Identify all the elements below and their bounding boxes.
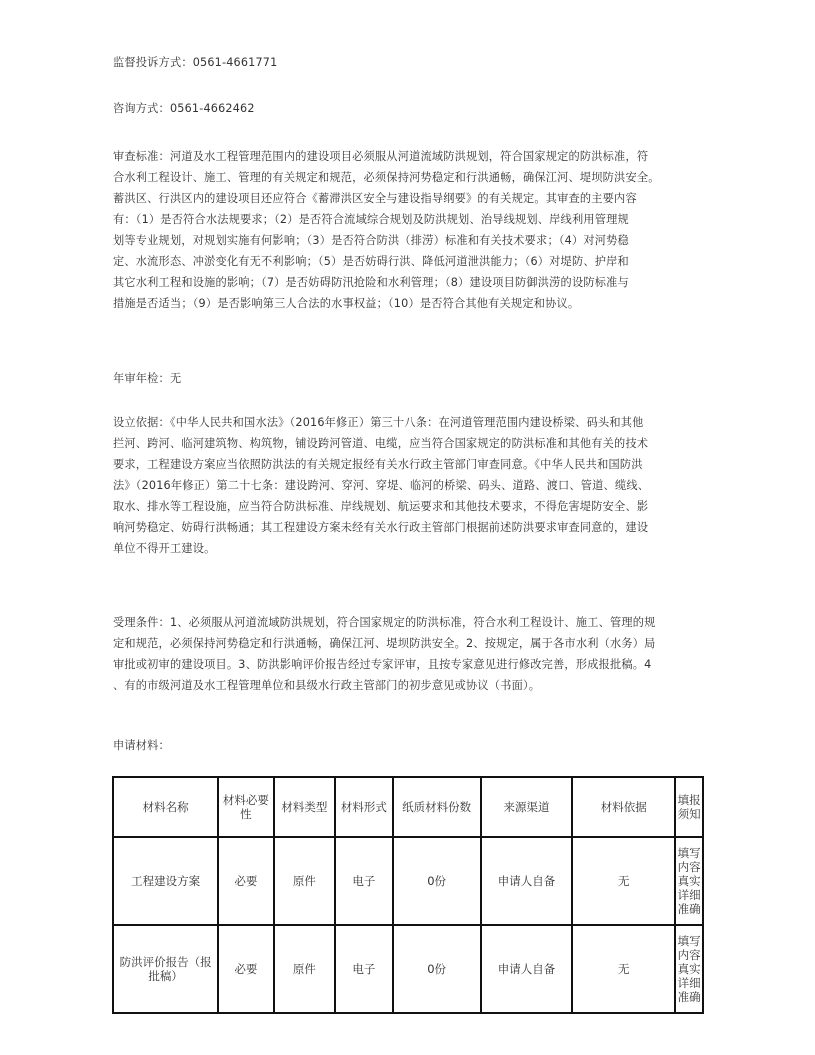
table-cell: 无: [572, 925, 675, 1013]
table-cell: 防洪评价报告（报批稿）: [113, 925, 218, 1013]
text-line: 要求，工程建设方案应当依照防洪法的有关规定报经有关水行政主管部门审查同意。《中华人民共和国防洪: [113, 458, 643, 471]
text-line: 审批或初审的建设项目。3、防洪影响评价报告经过专家评审，且按专家意见进行修改完善，形成报批稿。4: [113, 658, 652, 671]
text-line: 受理条件：1、必须服从河道流域防洪规划，符合国家规定的防洪标准，符合水利工程设计、施工、管理的规: [113, 616, 656, 629]
legal-basis: [113, 412, 705, 559]
text-line: 设立依据：《中华人民共和国水法》（2016年修正）第三十八条：在河道管理范围内建设桥梁、码头和其他: [113, 416, 644, 429]
supervision-contact: 监督投诉方式：0561-4661771: [113, 56, 278, 69]
table-cell: 工程建设方案: [113, 837, 218, 925]
text-line: 法》（2016年修正）第二十七条：建设跨河、穿河、穿堤、临河的桥梁、码头、道路、渡口、管道、缆线、: [113, 479, 650, 492]
table-cell: 申请人自备: [481, 837, 572, 925]
header-cell: 材料依据: [572, 777, 675, 837]
table-cell: 无: [572, 837, 675, 925]
table-cell: 原件: [274, 837, 336, 925]
table-row: [113, 837, 703, 925]
text-line: 单位不得开工建设。: [113, 542, 216, 555]
table-row: [113, 925, 703, 1013]
text-line: 取水、排水等工程设施，应当符合防洪标准、岸线规划、航运要求和其他技术要求，不得危害堤防安全、影: [113, 500, 649, 513]
materials-label: 申请材料：: [113, 739, 170, 752]
header-cell: 材料名称: [113, 777, 218, 837]
header-cell: 材料形式: [335, 777, 392, 837]
table-cell: 电子: [335, 837, 392, 925]
text-line: 定、水流形态、冲淤变化有无不利影响；（5）是否妨碍行洪、降低河道泄洪能力；（6）对堤防、护岸和: [113, 255, 629, 268]
annual-check: 年审年检：无: [113, 372, 182, 385]
table-cell: 原件: [274, 925, 336, 1013]
text-line: 拦河、跨河、临河建筑物、构筑物，铺设跨河管道、电缆，应当符合国家规定的防洪标准和其他有关的技术: [113, 437, 649, 450]
text-line: 响河势稳定、妨碍行洪畅通；其工程建设方案未经有关水行政主管部门根据前述防洪要求审查同意的，建设: [113, 521, 649, 534]
text-line: 有：（1）是否符合水法规要求；（2）是否符合流域综合规划及防洪规划、治导线规划、岸线利用管理规: [113, 213, 629, 226]
header-cell: 填报须知: [675, 777, 703, 837]
text-line: 其它水利工程和设施的影响；（7）是否妨碍防汛抢险和水利管理；（8）建设项目防御洪涝的设防标准与: [113, 276, 629, 289]
table-header-row: [113, 777, 703, 837]
text-line: 审查标准：河道及水工程管理范围内的建设项目必须服从河道流域防洪规划，符合国家规定的防洪标准，符: [113, 150, 649, 163]
text-line: 措施是否适当；（9）是否影响第三人合法的水事权益；（10）是否符合其他有关规定和协议。: [113, 297, 580, 310]
header-cell: 材料类型: [274, 777, 336, 837]
table-cell: 填写内容真实详细准确: [675, 837, 703, 925]
header-cell: 来源渠道: [481, 777, 572, 837]
text-line: 定和规范，必须保持河势稳定和行洪通畅，确保江河、堤坝防洪安全。2、按规定，属于各市水利（水务）局: [113, 637, 656, 650]
text-line: 、有的市级河道及水工程管理单位和县级水行政主管部门的初步意见或协议（书面）。: [113, 679, 541, 692]
acceptance-conditions: [113, 612, 705, 696]
table-cell: 必要: [218, 837, 273, 925]
table-cell: 0份: [393, 925, 481, 1013]
table-cell: 0份: [393, 837, 481, 925]
materials-table: [112, 776, 704, 1014]
table-cell: 申请人自备: [481, 925, 572, 1013]
header-cell: 材料必要性: [218, 777, 273, 837]
consult-contact: 咨询方式：0561-4662462: [113, 102, 255, 115]
text-line: 合水利工程设计、施工、管理的有关规定和规范，必须保持河势稳定和行洪通畅，确保江河、堤坝防洪安全。: [113, 171, 660, 184]
table-cell: 电子: [335, 925, 392, 1013]
table-cell: 填写内容真实详细准确: [675, 925, 703, 1013]
table-cell: 必要: [218, 925, 273, 1013]
header-cell: 纸质材料份数: [393, 777, 481, 837]
review-standard: [113, 146, 705, 314]
text-line: 划等专业规划，对规划实施有何影响；（3）是否符合防洪（排涝）标准和有关技术要求；（4）对河势稳: [113, 234, 629, 247]
text-line: 蓄洪区、行洪区内的建设项目还应符合《蓄滞洪区安全与建设指导纲要》的有关规定。其审查的主要内容: [113, 192, 637, 205]
